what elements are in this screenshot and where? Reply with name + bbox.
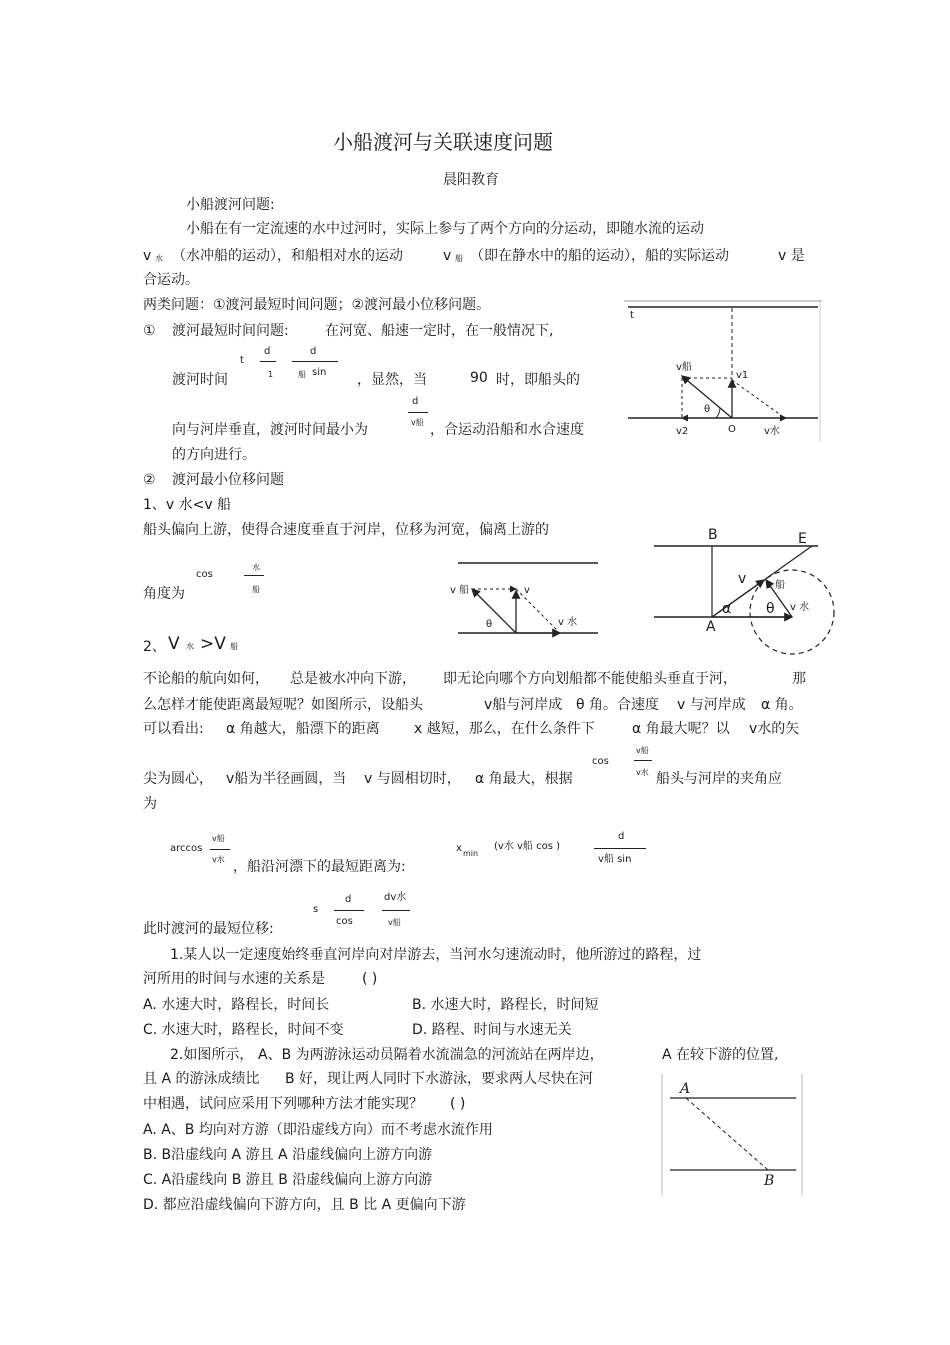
case1-title: 1、v 水<v 船 — [143, 497, 232, 513]
para2-line3d: α 角最大呢？以 — [632, 721, 730, 737]
para2-line1b: 总是被水冲向下游， — [290, 671, 416, 687]
para2-line3c: x 越短，那么，在什么条件下 — [414, 721, 595, 737]
intro-line2b: （水冲船的运动），和船相对水的运动 — [172, 248, 403, 264]
para2-line1d: 那 — [792, 671, 806, 687]
formula-arccos: arccos — [170, 843, 203, 854]
para2-line3a: 可以看出: — [143, 721, 204, 737]
part1-text3: 向与河岸垂直，渡河时间最小为 — [172, 422, 368, 438]
case1-cos: cos — [196, 569, 213, 580]
para2-line5: 为 — [143, 796, 157, 812]
case2-v1: V — [168, 634, 180, 654]
fig1-label-v1: v1 — [736, 370, 749, 381]
para2-line3e: v水的矢 — [749, 721, 800, 737]
fig3-label-alpha: α — [722, 601, 732, 617]
case2-sub2: 船 — [230, 642, 238, 651]
fig4-label-a: A — [680, 1081, 691, 1097]
formula-s-fraction-line-1 — [334, 910, 364, 911]
case2-num: 2、 — [143, 639, 166, 655]
intro-line2c-sub: 船 — [455, 254, 463, 263]
formula-arccos-fraction-line — [210, 849, 230, 850]
intro-line1: 小船在有一定流速的水中过河时，实际上参与了两个方向的分运动，即随水流的运动 — [186, 221, 704, 237]
q2-stem2a: 且 A 的游泳成绩比 — [143, 1071, 260, 1087]
formula-d3: d — [412, 396, 419, 407]
figure-swimmers — [660, 1074, 804, 1196]
figure-min-displacement-1 — [448, 555, 604, 643]
fig3-label-e: E — [798, 531, 807, 547]
para2-line4e: 船头与河岸的夹角应 — [656, 771, 782, 787]
formula-fraction-line-1 — [260, 361, 276, 362]
formula-t: t — [240, 355, 244, 366]
fig2-label-vwater: v 水 — [558, 617, 578, 628]
page-title: 小船渡河与关联速度问题 — [333, 130, 553, 154]
q1-stem2: 河所用的时间与水速的关系是 — [143, 971, 325, 987]
para2-line2d: v 与河岸成 — [677, 697, 746, 713]
formula-arccos-num: v船 — [212, 834, 225, 843]
para2-cos-num: v船 — [636, 746, 649, 755]
formula-d1: d — [264, 346, 271, 357]
q2-stem2b: B 好，现让两人同时下水游泳，要求两人尽快在河 — [285, 1071, 594, 1087]
para2-line4b: v船为半径画圆，当 — [226, 771, 347, 787]
part1-text4: 的方向进行。 — [172, 447, 256, 463]
fig1-label-t: t — [630, 310, 634, 321]
formula-xmin-expr: (v水 v船 cos ) — [494, 841, 561, 852]
formula-s: s — [313, 904, 319, 915]
author: 晨阳教育 — [443, 172, 499, 188]
case1-den: 船 — [252, 585, 260, 594]
q2-option-d: D. 都应沿虚线偏向下游方向，且 B 比 A 更偏向下游 — [143, 1197, 466, 1213]
formula-sub1: 1 — [268, 370, 274, 379]
formula-s-num2: dv水 — [384, 892, 407, 903]
intro-line2a-sub: 水 — [155, 254, 163, 263]
q2-stem3b: ( ) — [450, 1096, 466, 1112]
q1-option-b: B. 水速大时，路程长，时间短 — [412, 997, 599, 1013]
q1-stem1: 1.某人以一定速度始终垂直河岸向对岸游去，当河水匀速流动时，他所游过的路程，过 — [170, 947, 702, 963]
intro-line3: 合运动。 — [143, 272, 199, 288]
para2-cos-fraction-line — [634, 760, 652, 761]
para2-line2b: v船与河岸成 — [484, 697, 563, 713]
part2-heading: 渡河最小位移问题 — [172, 472, 284, 488]
q2-option-c: C. A沿虚线向 B 游且 B 沿虚线偏向上游方向游 — [143, 1172, 433, 1188]
formula-s-den1: cos — [336, 916, 353, 927]
q1-paren: ( ) — [362, 971, 378, 987]
intro-line2d: （即在静水中的船的运动），船的实际运动 — [470, 248, 729, 264]
case1-text: 船头偏向上游，使得合速度垂直于河岸，位移为河宽，偏离上游的 — [143, 522, 549, 538]
q1-option-a: A. 水速大时，路程长，时间长 — [143, 997, 330, 1013]
fig1-label-vwater: v水 — [764, 426, 780, 437]
para2-line1c: 即无论向哪个方向划船都不能使船头垂直于河， — [443, 671, 737, 687]
formula-den3: v船 — [411, 418, 424, 427]
formula-xmin: x — [456, 843, 462, 854]
part1-text3b: ，合运动沿船和水合速度 — [430, 422, 584, 438]
para2-cos-den: v水 — [636, 768, 649, 777]
fig2-label-vboat: v 船 — [450, 585, 470, 596]
formula-den2b: sin — [312, 367, 327, 378]
formula-fraction-line-2 — [292, 361, 338, 362]
fig3-label-v: v — [738, 571, 747, 587]
part1-num: ① — [143, 323, 156, 339]
case1-fraction-line — [244, 575, 264, 576]
formula-xmin-fraction-line — [594, 848, 646, 849]
para2-cos: cos — [592, 756, 609, 767]
intro-heading: 小船渡河问题: — [186, 197, 275, 213]
q2-stem1c: A 在较下游的位置, — [662, 1047, 779, 1063]
case1-num: 水 — [252, 563, 260, 572]
para2-line2c: θ 角。合速度 — [576, 697, 660, 713]
figure-shortest-time — [624, 300, 822, 442]
para2-line1a: 不论船的航向如何， — [143, 671, 269, 687]
q1-option-d: D. 路程、时间与水速无关 — [412, 1022, 572, 1038]
fig1-label-o: O — [728, 424, 736, 435]
formula-den2a: 船 — [298, 370, 306, 379]
fig3-label-vwater: v 水 — [790, 602, 810, 613]
q2-stem3a: 中相遇，试问应采用下列哪种方法才能实现？ — [143, 1096, 423, 1112]
fig1-label-theta: θ — [704, 404, 711, 415]
fig1-label-vboat: v船 — [676, 362, 692, 373]
part1-text2: ，显然，当 — [357, 372, 427, 388]
formula-d2: d — [310, 346, 317, 357]
intro-line2a: v — [143, 248, 152, 264]
formula-fraction-line-3 — [408, 412, 428, 413]
para2-line2e: α 角。 — [761, 697, 803, 713]
part1-90: 90 — [470, 370, 488, 386]
part1-text2b: 时，即船头的 — [496, 372, 580, 388]
fig2-label-v: v — [524, 585, 530, 596]
formula-s-num1: d — [345, 894, 352, 905]
para2-line6: ，船沿河漂下的最短距离为: — [233, 859, 406, 875]
case2-sub1: 水 — [186, 642, 194, 651]
part2-num: ② — [143, 472, 156, 488]
case1-angle: 角度为 — [143, 586, 185, 602]
fig3-label-a: A — [706, 619, 716, 635]
para2-line7: 此时渡河的最短位移: — [143, 921, 274, 937]
q2-option-b: B. B沿虚线向 A 游且 A 沿虚线偏向上游方向游 — [143, 1147, 433, 1163]
fig3-label-b: B — [708, 527, 718, 543]
fig3-label-theta: θ — [766, 601, 775, 617]
formula-s-fraction-line-2 — [382, 910, 410, 911]
para2-line4c: v 与圆相切时， — [364, 771, 461, 787]
figure-min-displacement-2 — [648, 524, 838, 664]
q2-stem1a: 2.如图所示， — [170, 1047, 254, 1063]
q2-stem1b: A、B 为两游泳运动员隔着水流湍急的河流站在两岸边， — [258, 1047, 604, 1063]
para2-line4a: 尖为圆心， — [143, 771, 213, 787]
part1-heading: 渡河最短时间问题: — [172, 323, 289, 339]
q1-option-c: C. 水速大时，路程长，时间不变 — [143, 1022, 344, 1038]
case2-gt: >V — [200, 634, 226, 654]
formula-xmin-num: d — [618, 831, 625, 842]
fig1-label-v2: v2 — [676, 426, 689, 437]
fig2-label-theta: θ — [486, 619, 493, 630]
fig3-label-vboat: v 船 — [766, 580, 786, 591]
intro-line4: 两类问题：①渡河最短时间问题；②渡河最小位移问题。 — [143, 297, 491, 313]
intro-line2e: v 是 — [778, 248, 805, 264]
formula-s-den2: v船 — [388, 918, 401, 927]
para2-line3b: α 角越大，船漂下的距离 — [226, 721, 380, 737]
para2-line4d: α 角最大，根据 — [475, 771, 573, 787]
part1-text1: 在河宽、船速一定时，在一般情况下, — [325, 323, 554, 339]
intro-line2c: v — [443, 248, 452, 264]
q2-option-a: A. A、B 均向对方游（即沿虚线方向）而不考虑水流作用 — [143, 1122, 493, 1138]
formula-arccos-den: v水 — [212, 855, 225, 864]
fig4-label-b: B — [764, 1173, 775, 1189]
label-crossing-time: 渡河时间 — [172, 372, 228, 388]
formula-xmin-den: v船 sin — [598, 854, 632, 865]
para2-line2a: 么怎样才能使距离最短呢？如图所示，设船头 — [143, 697, 423, 713]
formula-xmin-sub: min — [463, 849, 479, 858]
